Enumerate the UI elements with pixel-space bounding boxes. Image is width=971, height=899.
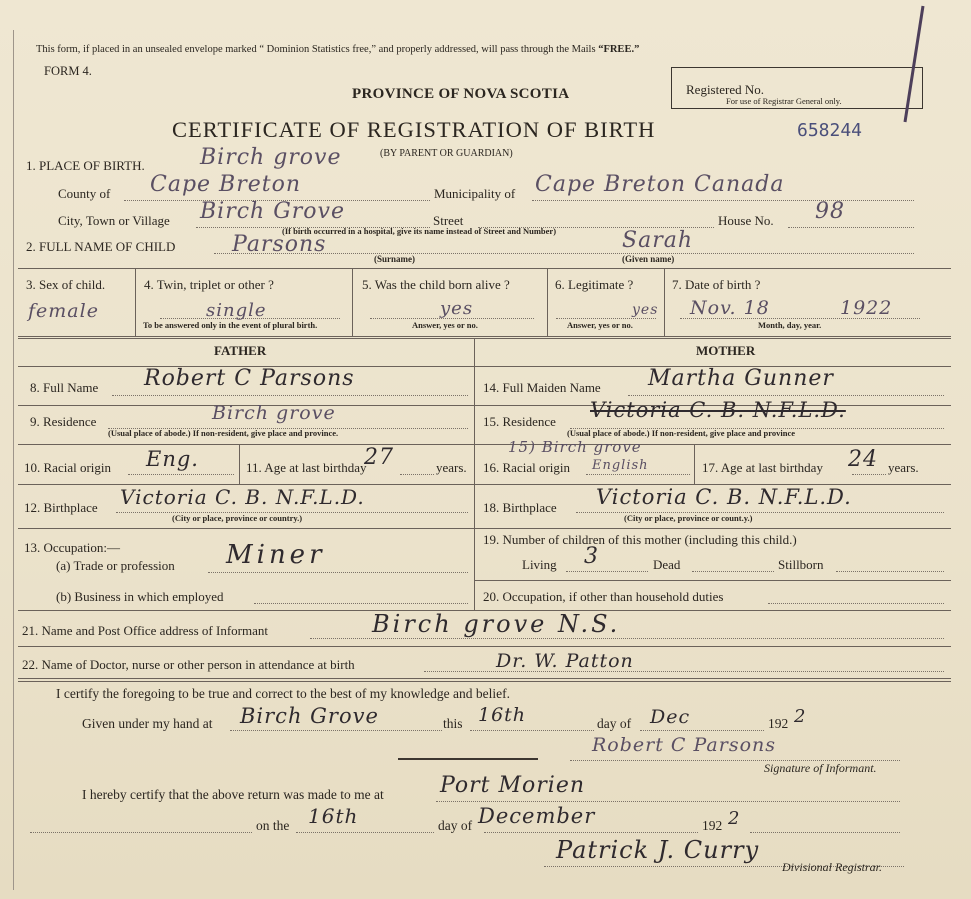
mother-residence-label: 15. Residence xyxy=(483,414,556,429)
informant-value: Birch grove N.S. xyxy=(372,610,621,638)
registrar-month: December xyxy=(478,804,596,828)
registrar-signature: Patrick J. Curry xyxy=(556,836,760,864)
mother-name-label: 14. Full Maiden Name xyxy=(483,380,601,395)
father-birthplace-note: (City or place, province or country.) xyxy=(172,513,303,523)
mother-years: years. xyxy=(888,460,919,475)
registrar-year-prefix: 192 xyxy=(702,818,723,833)
dob-note: Month, day, year. xyxy=(758,320,822,330)
registrar-pen-mark xyxy=(893,4,933,124)
father-racial-label: 10. Racial origin xyxy=(24,460,112,475)
municipality-label: Municipality of xyxy=(434,186,516,201)
registrar-place: Port Morien xyxy=(440,773,586,798)
full-name-label: 2. FULL NAME OF CHILD xyxy=(26,239,176,254)
given-day: 16th xyxy=(478,704,527,726)
notice-free: “FREE.” xyxy=(598,44,640,55)
father-years: years. xyxy=(436,460,467,475)
this-label: this xyxy=(443,716,463,731)
certificate-subtitle: (BY PARENT OR GUARDIAN) xyxy=(380,148,513,159)
mother-racial-label: 16. Racial origin xyxy=(483,460,571,475)
county-value: Cape Breton xyxy=(150,172,302,197)
place-of-birth-label: 1. PLACE OF BIRTH. xyxy=(26,158,145,173)
father-name-label: 8. Full Name xyxy=(30,380,99,395)
city-value: Birch Grove xyxy=(200,199,345,224)
mother-residence-note: (Usual place of abode.) If non-resident, give place and province xyxy=(567,428,796,438)
registrar-caption: Divisional Registrar. xyxy=(782,860,883,874)
binding-margin xyxy=(13,30,14,890)
mother-name-value: Martha Gunner xyxy=(648,366,834,391)
house-label: House No. xyxy=(718,213,774,228)
stillborn-label: Stillborn xyxy=(778,557,824,572)
informant-signature: Robert C Parsons xyxy=(592,734,777,756)
province-heading: PROVINCE OF NOVA SCOTIA xyxy=(352,86,570,102)
father-residence-note: (Usual place of abode.) If non-resident, give place and province. xyxy=(108,428,339,438)
registered-label: Registered No. xyxy=(686,82,764,97)
living-value: 3 xyxy=(584,544,599,569)
business-label: (b) Business in which employed xyxy=(56,589,224,604)
registrar-day: 16th xyxy=(308,804,359,828)
father-birthplace-label: 12. Birthplace xyxy=(24,500,98,515)
registrar-year-suffix: 2 xyxy=(728,808,741,829)
given-month: Dec xyxy=(650,706,691,728)
surname-caption: (Surname) xyxy=(374,254,415,264)
alive-note: Answer, yes or no. xyxy=(412,320,478,330)
county-label: County of xyxy=(58,186,111,201)
legitimate-note: Answer, yes or no. xyxy=(567,320,633,330)
alive-label: 5. Was the child born alive ? xyxy=(362,277,510,292)
father-age-value: 27 xyxy=(364,445,394,470)
sex-value: female xyxy=(28,300,99,322)
doctor-value: Dr. W. Patton xyxy=(496,650,634,672)
mother-occupation-label: 20. Occupation, if other than household duties xyxy=(483,589,724,604)
dead-label: Dead xyxy=(653,557,681,572)
father-residence-value: Birch grove xyxy=(212,402,336,424)
mother-birthplace-label: 18. Birthplace xyxy=(483,500,557,515)
father-age-label: 11. Age at last birthday xyxy=(246,460,367,475)
twin-label: 4. Twin, triplet or other ? xyxy=(144,277,274,292)
given-year-suffix: 2 xyxy=(794,706,807,727)
given-year-prefix: 192 xyxy=(768,716,789,731)
occupation-label: 13. Occupation:— xyxy=(24,540,121,555)
given-name-caption: (Given name) xyxy=(622,254,675,264)
legitimate-value: yes xyxy=(632,302,659,318)
registrar-on-the-label: on the xyxy=(256,818,290,833)
mother-age-value: 24 xyxy=(848,447,878,472)
mother-birthplace-value: Victoria C. B. N.F.L.D. xyxy=(596,485,852,509)
city-label: City, Town or Village xyxy=(58,213,170,228)
registrar-use-note: For use of Registrar General only. xyxy=(726,96,842,106)
certify-statement: I certify the foregoing to be true and correct to the best of my knowledge and belief. xyxy=(56,686,510,701)
hospital-note: (If birth occurred in a hospital, give its name instead of Street and Number) xyxy=(282,226,557,236)
street-label: Street xyxy=(433,213,464,228)
municipality-value: Cape Breton Canada xyxy=(535,172,785,197)
mother-heading: MOTHER xyxy=(696,343,756,358)
mother-age-label: 17. Age at last birthday xyxy=(702,460,823,475)
mother-residence-value: Victoria C. B. N.F.L.D. xyxy=(590,398,846,422)
house-value: 98 xyxy=(815,199,845,224)
notice-text: This form, if placed in an unsealed envelope marked “ Dominion Statistics free,” and properly addressed, will pass through the Mails xyxy=(36,44,599,55)
place-of-birth-value: Birch grove xyxy=(200,145,342,170)
registrar-day-of-label: day of xyxy=(438,818,473,833)
children-label: 19. Number of children of this mother (including this child.) xyxy=(483,532,797,547)
dob-label: 7. Date of birth ? xyxy=(672,277,761,292)
form-number: FORM 4. xyxy=(44,64,92,78)
legitimate-label: 6. Legitimate ? xyxy=(555,277,634,292)
dob-month-day: Nov. 18 xyxy=(690,297,770,319)
alive-value: yes xyxy=(440,298,474,319)
registrar-statement: I hereby certify that the above return was made to me at xyxy=(82,787,384,802)
given-place: Birch Grove xyxy=(240,704,379,728)
child-surname: Parsons xyxy=(232,232,327,257)
trade-value: Miner xyxy=(226,540,326,570)
given-label: Given under my hand at xyxy=(82,716,213,731)
twin-value: single xyxy=(206,300,267,321)
mother-racial-value: English xyxy=(592,458,649,473)
twin-note: To be answered only in the event of plural birth. xyxy=(143,320,318,330)
father-name-value: Robert C Parsons xyxy=(144,366,355,391)
mother-birthplace-note: (City or place, province or count.y.) xyxy=(624,513,753,523)
child-given-name: Sarah xyxy=(622,228,693,253)
certificate-title: CERTIFICATE OF REGISTRATION OF BIRTH xyxy=(172,117,656,142)
mother-residence-correction: 15) Birch grove xyxy=(508,438,642,456)
father-heading: FATHER xyxy=(214,343,267,358)
stamp-number: 658244 xyxy=(797,120,863,141)
sex-label: 3. Sex of child. xyxy=(26,277,106,292)
informant-signature-caption: Signature of Informant. xyxy=(764,761,877,775)
informant-label: 21. Name and Post Office address of Informant xyxy=(22,623,268,638)
mailing-notice xyxy=(36,44,639,55)
trade-label: (a) Trade or profession xyxy=(56,558,175,573)
father-birthplace-value: Victoria C. B. N.F.L.D. xyxy=(120,485,365,509)
doctor-label: 22. Name of Doctor, nurse or other person in attendance at birth xyxy=(22,657,355,672)
given-day-of-label: day of xyxy=(597,716,632,731)
dob-year: 1922 xyxy=(840,297,893,319)
father-racial-value: Eng. xyxy=(146,447,199,471)
father-residence-label: 9. Residence xyxy=(30,414,97,429)
living-label: Living xyxy=(522,557,557,572)
